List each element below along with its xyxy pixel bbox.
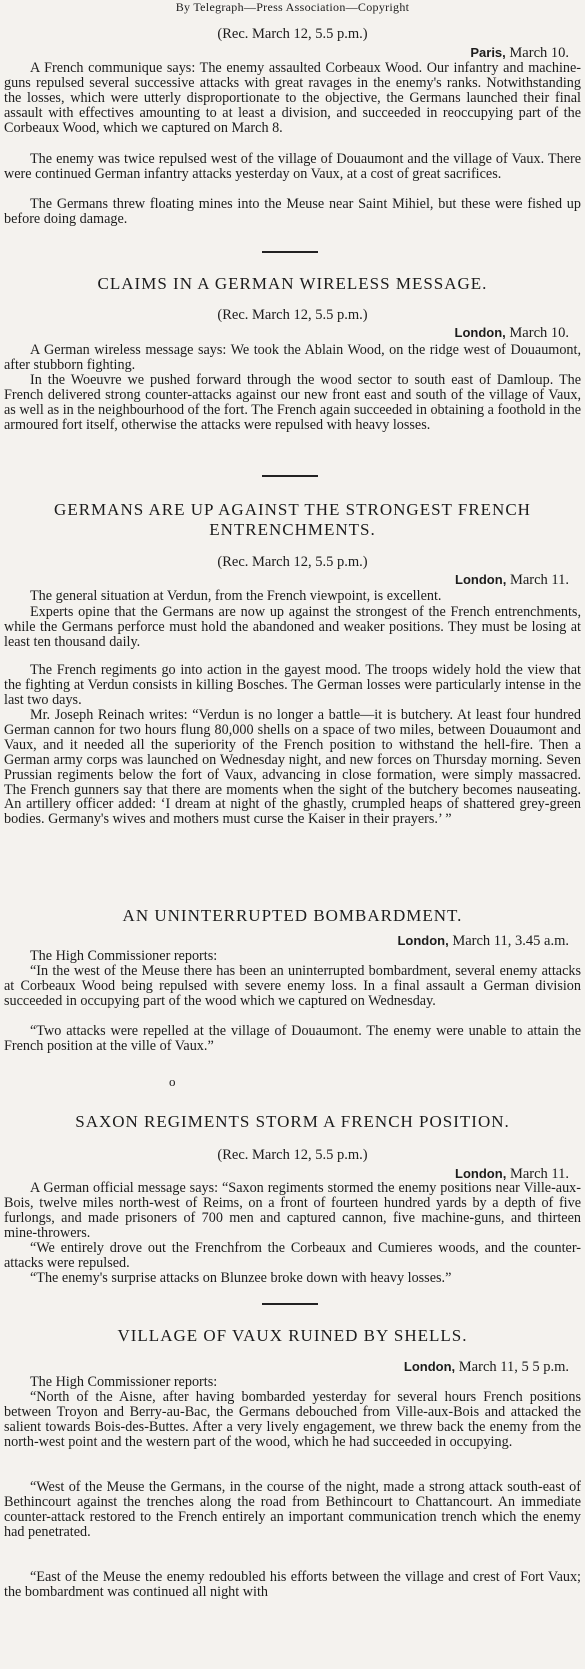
dateline-date: March 10.	[509, 45, 569, 61]
dateline-city: Paris,	[470, 45, 506, 60]
separator-rule	[262, 475, 318, 477]
dateline-date: March 10.	[509, 325, 569, 341]
dateline-city: London,	[455, 1166, 507, 1181]
paragraph: In the Woeuvre we pushed forward through the wood sector to south east of Damloup. The French delivered strong counter-attacks against our new front east and south of the village of Vaux, as well as in the neighbourhood of the fort. The French again succeeded in obtaining a foothold in the armoured fort itself, otherwise the attacks were repulsed with heavy losses.	[4, 372, 581, 433]
dateline	[404, 1359, 569, 1376]
separator-rule	[262, 1303, 318, 1305]
paragraph: “East of the Meuse the enemy redoubled his efforts between the village and crest of Fort Vaux; the bombardment was continued all night with	[4, 1569, 581, 1600]
headline: AN UNINTERRUPTED BOMBARDMENT.	[122, 906, 463, 925]
paragraph: A French communique says: The enemy assaulted Corbeaux Wood. Our infantry and machine-guns repulsed several successive attacks with great ravages in the enemy's ranks. Notwithstanding the losses, which were utterly disproportionate to the objective, the Germans launched their final assault with effectives amounting to at least a division, and succeeded in reoccupying part of the Corbeaux Wood, which we captured on March 8.	[4, 60, 581, 136]
stray-mark: o	[169, 1074, 176, 1089]
paragraph: The French regiments go into action in the gayest mood. The troops widely hold the view that the fighting at Verdun consists in killing Bosches. The German losses were particularly intense in the last two days.	[4, 662, 581, 708]
received-line: (Rec. March 12, 5.5 p.m.)	[217, 307, 368, 323]
paragraph: “In the west of the Meuse there has been an uninterrupted bombardment, several enemy attacks at Corbeaux Wood being repulsed with severe enemy loss. In a final assault a German division succeeded in occupying part of the wood which we captured on Wednesday.	[4, 963, 581, 1009]
received-line: (Rec. March 12, 5.5 p.m.)	[217, 1147, 368, 1163]
headline: GERMANS ARE UP AGAINST THE STRONGEST FRENCH ENTRENCHMENTS.	[54, 500, 531, 539]
dateline	[455, 325, 569, 342]
headline: CLAIMS IN A GERMAN WIRELESS MESSAGE.	[97, 274, 488, 293]
dateline-city: London,	[397, 933, 449, 948]
dateline	[455, 572, 569, 589]
dateline-date: March 11.	[509, 572, 569, 588]
paragraph: Experts opine that the Germans are now up against the strongest of the French entrenchments, while the Germans perforce must hold the abandoned and weaker positions. They must be losing at least ten thousand daily.	[4, 604, 581, 650]
paragraph: “North of the Aisne, after having bombarded yesterday for several hours French positions between Troyon and Berry-au-Bac, the Germans debouched from Ville-aux-Bois and attacked the salient towards Bois-des-Buttes. After a very lively engagement, we threw back the enemy from the north-west point and the western part of the wood, which he had succeeded in occupying.	[4, 1389, 581, 1450]
headline: VILLAGE OF VAUX RUINED BY SHELLS.	[117, 1326, 468, 1345]
paragraph: A German official message says: “Saxon regiments stormed the enemy positions near Ville-aux-Bois, twelve miles north-west of Reims, on a front of fourteen hundred yards by a depth of five furlongs, and made prisoners of 700 men and captured cannon, five machine-guns, and thirteen mine-throwers.	[4, 1180, 581, 1241]
paragraph: “We entirely drove out the Frenchfrom the Corbeaux and Cumieres woods, and the counter-attacks were repulsed.	[4, 1240, 581, 1271]
paragraph: “Two attacks were repelled at the village of Douaumont. The enemy were unable to attain the French position at the ville of Vaux.”	[4, 1023, 581, 1054]
dateline	[397, 933, 569, 950]
paragraph: “West of the Meuse the Germans, in the course of the night, made a strong attack south-east of Bethincourt against the trenches along the road from Bethincourt to Chattancourt. An immediate counter-attack restored to the French entirely an important communication trench which the enemy had penetrated.	[4, 1479, 581, 1540]
paragraph: The High Commissioner reports:	[30, 1374, 218, 1390]
headline: SAXON REGIMENTS STORM A FRENCH POSITION.	[75, 1112, 510, 1131]
paragraph: Mr. Joseph Reinach writes: “Verdun is no longer a battle—it is butchery. At least four hundred German cannon for two hours flung 80,000 shells on a space of two miles, between Douaumont and Vaux, and it needed all the superiority of the French position to withstand the hell-fire. Then a German army corps was launched on Wednesday night, and new forces on Thursday morning. Seven Prussian regiments below the fort of Vaux, advancing in close formation, were simply massacred. The French gunners say that there are moments when the sight of the butchery becomes nauseating. An artillery officer added: ‘I dream at night of the ghastly, crumpled heaps of shattered grey-green bodies. Germany's wives and mothers must curse the Kaiser in their prayers.’ ”	[4, 707, 581, 828]
received-line: (Rec. March 12, 5.5 p.m.)	[217, 554, 368, 570]
dateline-date: March 11.	[509, 1166, 569, 1182]
dateline-date: March 11, 3.45 a.m.	[452, 933, 569, 949]
paragraph: The enemy was twice repulsed west of the village of Douaumont and the village of Vaux. There were continued German infantry attacks yesterday on Vaux, at a cost of great sacrifices.	[4, 151, 581, 182]
paragraph: The Germans threw floating mines into the Meuse near Saint Mihiel, but these were fished up before doing damage.	[4, 196, 581, 227]
wire-service-header: By Telegraph—Press Association—Copyright	[175, 0, 410, 14]
separator-rule	[262, 251, 318, 253]
dateline-date: March 11, 5 5 p.m.	[458, 1359, 569, 1375]
received-line: (Rec. March 12, 5.5 p.m.)	[217, 26, 368, 42]
paragraph: The High Commissioner reports:	[30, 948, 218, 964]
dateline-city: London,	[403, 1359, 456, 1374]
paragraph: “The enemy's surprise attacks on Blunzee broke down with heavy losses.”	[30, 1270, 452, 1286]
paragraph: The general situation at Verdun, from the French viewpoint, is excellent.	[30, 588, 442, 604]
dateline-city: London,	[454, 325, 506, 340]
paragraph: A German wireless message says: We took the Ablain Wood, on the ridge west of Douaumont, after stubborn fighting.	[4, 342, 581, 373]
dateline-city: London,	[455, 572, 507, 587]
